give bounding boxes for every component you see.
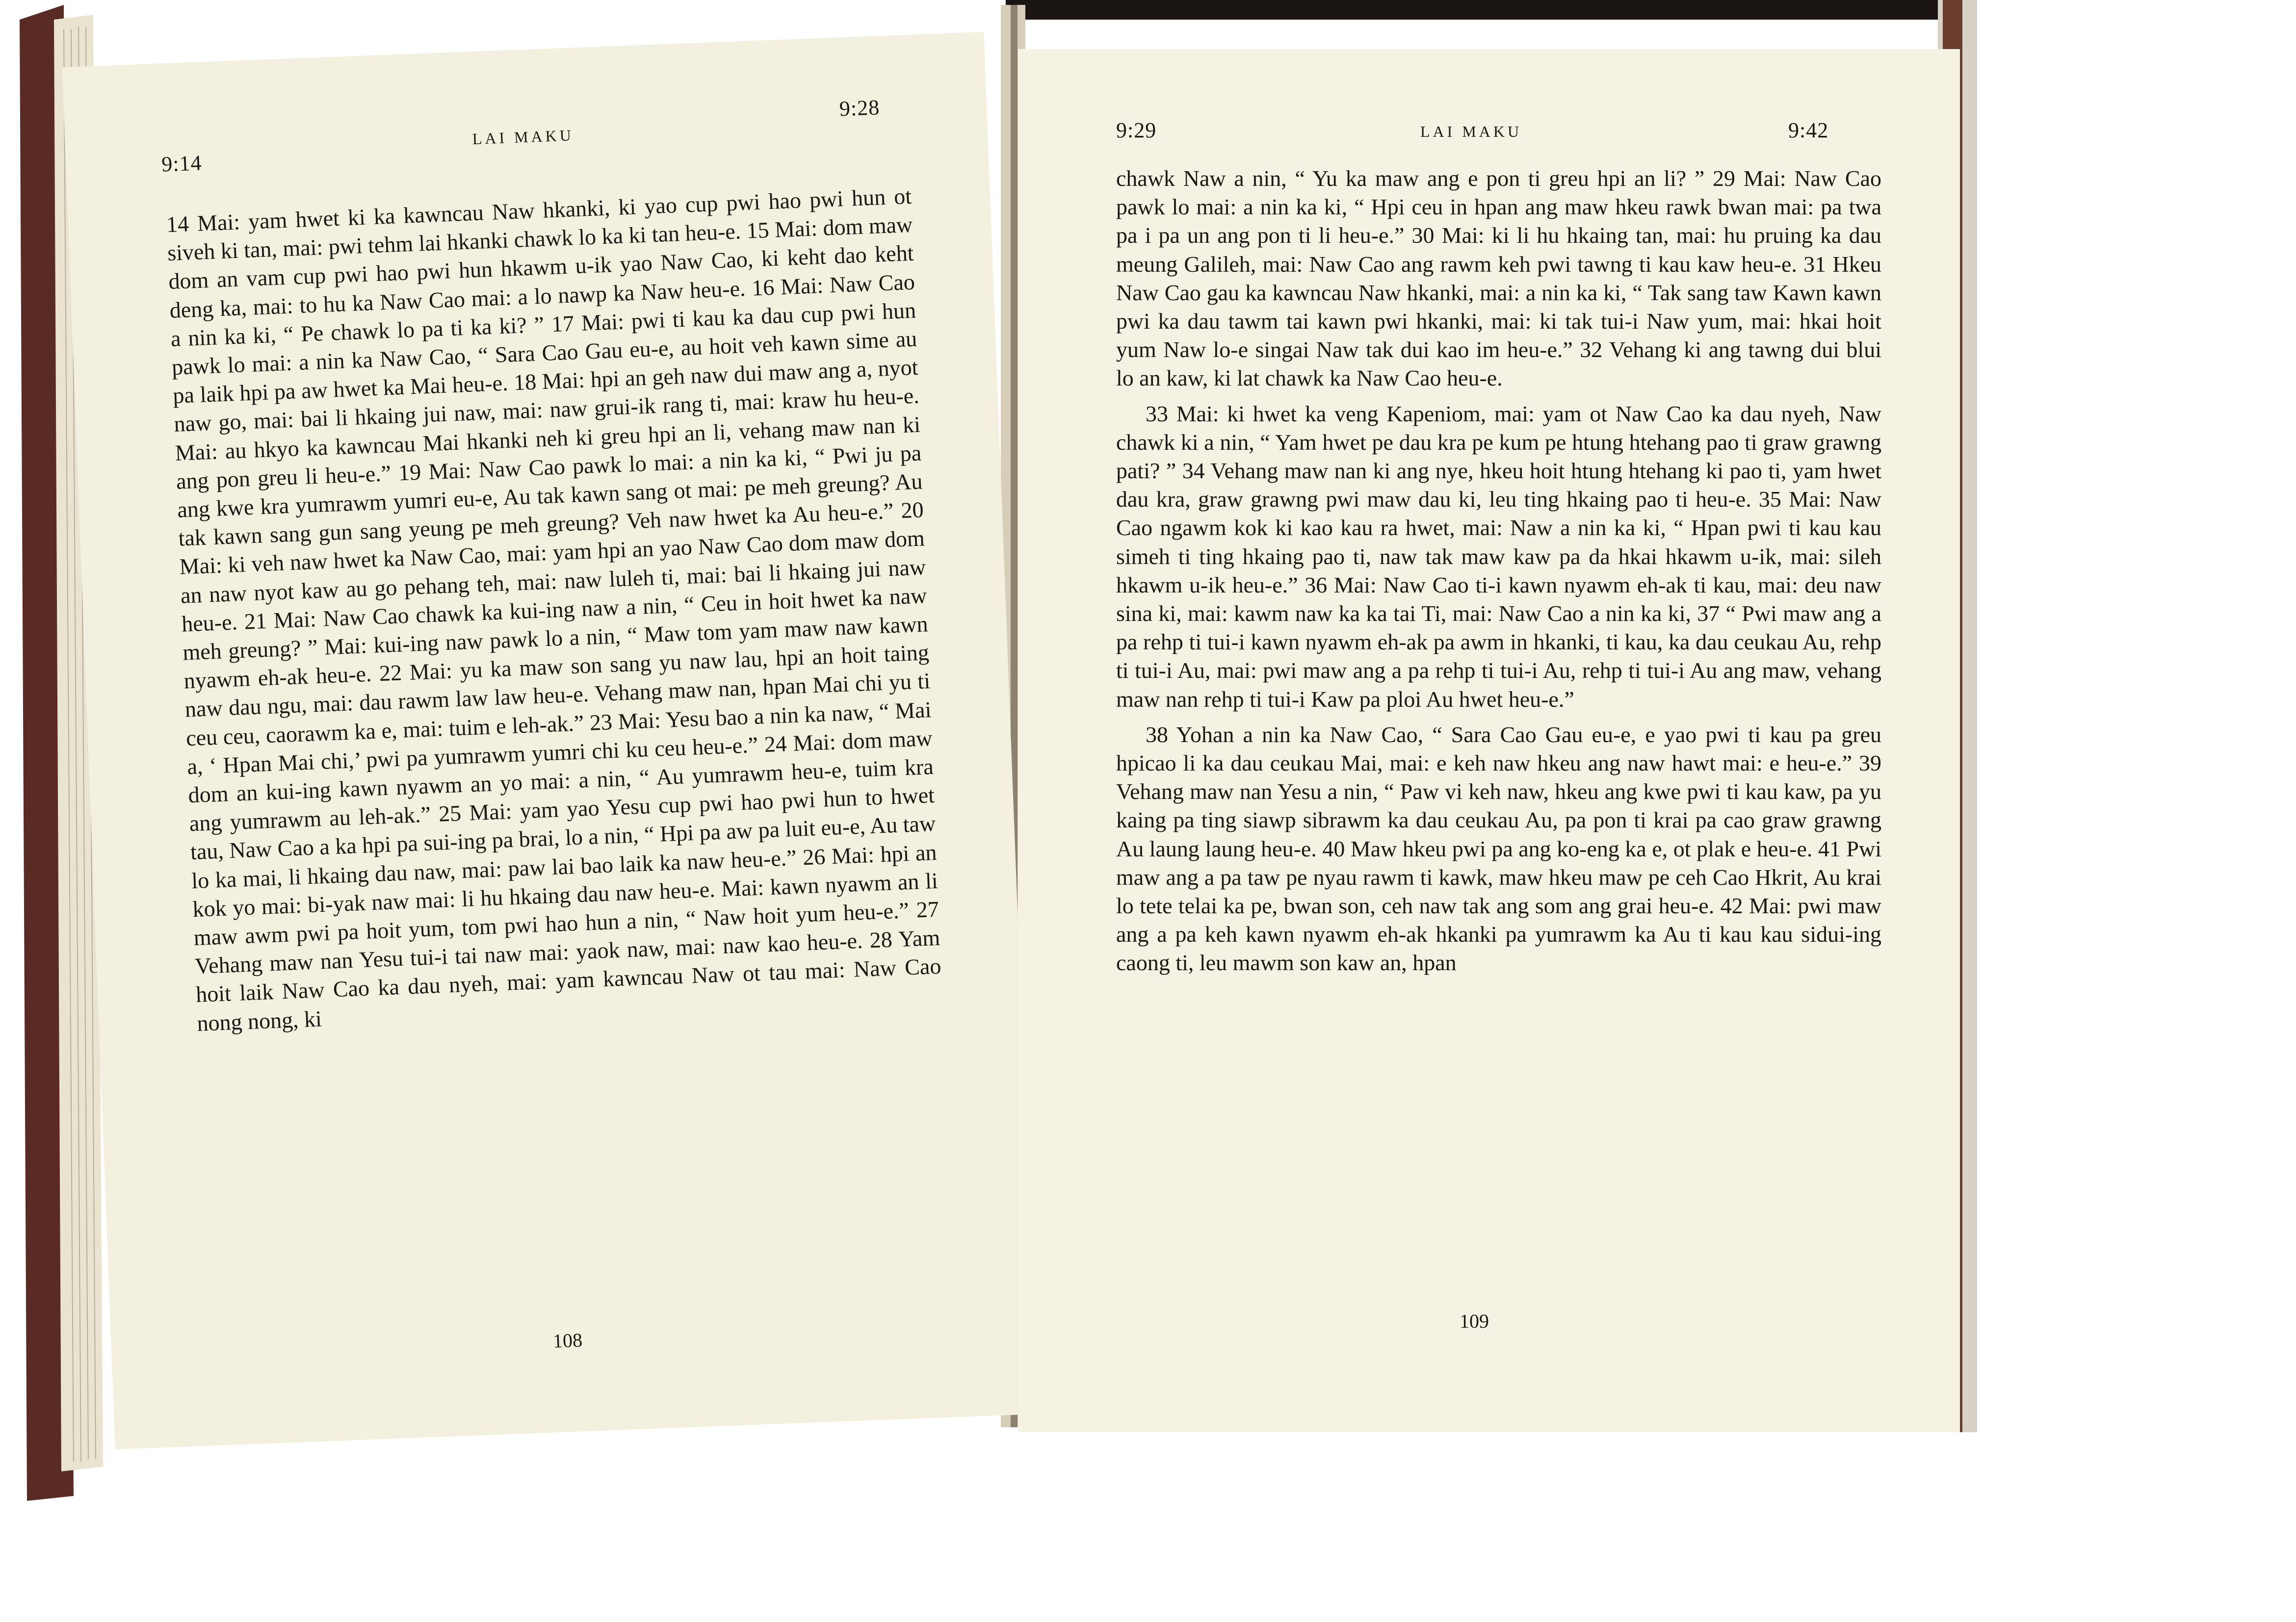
right-page bbox=[1018, 49, 1960, 1432]
paragraph: chawk Naw a nin, “ Yu ka maw ang e pon ti greu hpi an li? ” 29 Mai: Naw Cao pawk lo mai: a nin ka ki, “ Hpi ceu in hpan ang maw hkeu rawk bwan mai: pa twa pa i pa un ang pon ti li heu-e.” 30 Mai: ki li hu hkaing tan, mai: hu pruing ka dau meung Galileh, mai: Naw Cao ang rawm keh pwi tawng ti kau kaw heu-e. 31 Hkeu Naw Cao gau ka kawncau Naw hkanki, mai: a nin ka ki, “ Tak sang taw Kawn kawn pwi ka dau tawm tai kawn pwi hkanki, mai: ki tak tui-i Naw yum, mai: hkai hoit yum Naw lo-e singai Naw tak dui kao im heu-e.” 32 Vehang ki ang tawng dui blui lo an kaw, ki lat chawk ka Naw Cao heu-e. bbox=[1116, 166, 1881, 391]
header-verse-end: 9:28 bbox=[839, 95, 881, 121]
header-verse-start: 9:29 bbox=[1116, 118, 1157, 142]
page-number: 109 bbox=[1460, 1310, 1489, 1332]
header-verse-end: 9:42 bbox=[1788, 118, 1829, 142]
header-title: LAI MAKU bbox=[472, 126, 574, 148]
page-number: 108 bbox=[552, 1329, 583, 1352]
header-verse-start: 9:14 bbox=[161, 151, 203, 177]
paragraph: 33 Mai: ki hwet ka veng Kapeniom, mai: yam ot Naw Cao ka dau nyeh, Naw chawk ki a nin, “ Yam hwet pe dau kra pe kum pe htung htehang pao ti graw grawng pati? ” 34 Vehang maw nan ki ang nye, hkeu hoit htung htehang ki pao ti, yam hwet dau kra, graw grawng pwi maw dau ki, leu ting hkaing pao ti heu-e. 35 Mai: Naw Cao ngawm kok ki kao kau ra hwet, mai: Naw a nin ka ki, “ Hpan pwi ti kau kau simeh ti ting hkaing pao ti, naw tak maw kaw pa da hkai hkawm u-ik, mai: sileh hkawm u-ik heu-e.” 36 Mai: Naw Cao ti-i kawn nyawm eh-ak ti kau, mai: deu naw sina ki, mai: kawm naw ka ka tai Ti, mai: Naw Cao a nin ka ki, 37 “ Pwi maw ang a pa rehp ti tui-i kawn nyawm eh-ak pa awm in hkanki, ti kau, ka dau ceukau Au, rehp ti tui-i Au, mai: pwi maw ang a pa rehp ti tui-i Au, rehp ti tui-i Au ang maw, vehang maw nan rehp ti tui-i Kaw pa ploi Au hwet heu-e.” bbox=[1116, 401, 1881, 712]
page-body-text bbox=[166, 182, 943, 1038]
page-body-text bbox=[1116, 164, 1881, 978]
paragraph: 14 Mai: yam hwet ki ka kawncau Naw hkanki, ki yao cup pwi hao pwi hun ot siveh ki tan, mai: pwi tehm lai hkanki chawk lo ka ki tan heu-e. 15 Mai: dom maw dom an vam cup pwi hao pwi hun hkawm u-ik yao Naw Cao, ki keht dao keht deng ka, mai: to hu ka Naw Cao mai: a lo nawp ka Naw heu-e. 16 Mai: Naw Cao a nin ka ki, “ Pe chawk lo pa ti ka ki? ” 17 Mai: pwi ti kau ka dau cup pwi hun pawk lo mai: a nin ka Naw Cao, “ Sara Cao Gau eu-e, au hoit veh kawn sime au pa laik hpi pa aw hwet ka Mai heu-e. 18 Mai: hpi an geh naw dui maw ang a, nyot naw go, mai: bai li hkaing jui naw, mai: naw grui-ik rang ti, mai: kraw hu heu-e. Mai: au hkyo ka kawncau Mai hkanki neh ki greu hpi an li, vehang maw nan ki ang pon greu li heu-e.” 19 Mai: Naw Cao pawk lo mai: a nin ka ki, “ Pwi ju pa ang kwe kra yumrawm yumri eu-e, Au tak kawn sang ot mai: pe meh greung? Au tak kawn sang gun sang yeung pe meh greung? Veh naw hwet ka Au heu-e.” 20 Mai: ki veh naw hwet ka Naw Cao, mai: yam hpi an yao Naw Cao dom maw dom an naw nyot kaw au go pehang teh, mai: naw luleh ti, mai: bai li hkaing jui naw heu-e. 21 Mai: Naw Cao chawk ka kui-ing naw a nin, “ Ceu in hoit hwet ka naw meh greung? ” Mai: kui-ing naw pawk lo a nin, “ Maw tom yam maw naw kawn nyawm eh-ak heu-e. 22 Mai: yu ka maw son sang yu naw lau, hpi an hoit taing naw dau ngu, mai: dau rawm law law heu-e. Vehang maw nan, hpan Mai chi yu ti ceu ceu, caorawm ka e, mai: tuim e leh-ak.” 23 Mai: Yesu bao a nin ka naw, “ Mai a, ‘ Hpan Mai chi,’ pwi pa yumrawm yumri chi ku ceu heu-e.” 24 Mai: dom maw dom an kui-ing kawn nyawm an yo mai: a nin, “ Au yumrawm heu-e, tuim kra ang yumrawm au leh-ak.” 25 Mai: yam yao Yesu cup pwi hao pwi hun to hwet tau, Naw Cao a ka hpi pa sui-ing pa brai, lo a nin, “ Hpi pa aw pa luit eu-e, Au taw lo ka mai, li hkaing dau naw, mai: paw lai bao laik ka naw heu-e.” 26 Mai: hpi an kok yo mai: bi-yak naw mai: li hu hkaing dau naw heu-e. Mai: kawn nyawm an li maw awm pwi pa hoit yum, tom pwi hao hun a nin, “ Naw hoit yum heu-e.” 27 Vehang maw nan Yesu tui-i tai naw mai: yaok naw, mai: naw kao heu-e. 28 Yam hoit laik Naw Cao ka dau nyeh, mai: yam kawncau Naw ot tau mai: Naw Cao nong nong, ki bbox=[166, 183, 942, 1036]
running-head bbox=[1018, 108, 1960, 147]
left-page bbox=[62, 32, 1037, 1449]
header-title: LAI MAKU bbox=[1420, 123, 1522, 140]
paragraph: 38 Yohan a nin ka Naw Cao, “ Sara Cao Gau eu-e, e yao pwi ti kau pa greu hpicao li ka dau ceukau Mai, mai: e keh naw hkeu ang naw hawt mai: e heu-e.” 39 Vehang maw nan Yesu a nin, “ Paw vi keh naw, hkeu ang kwe pwi ti kau kaw, pa yu kaing pa ting siawp sibrawm ka dau ceukau Au, pa pon ti krai pa cao graw grawng Au laung laung heu-e. 40 Maw hkeu pwi pa ang ko-eng ka e, ot plak e heu-e. 41 Pwi maw ang a pa taw pe nyau rawm ti kawk, maw hkeu maw pe ceh Cao Hkrit, Au krai lo tete telai ka pe, bwan son, ceh naw tak ang som ang grai heu-e. 42 Mai: pwi maw ang a pa keh kawn nyawm eh-ak hkanki pa yumrawm ka Au ti kau kau sidui-ing caong ti, leu mawm son kaw an, hpan bbox=[1116, 721, 1881, 976]
running-head bbox=[64, 91, 988, 177]
